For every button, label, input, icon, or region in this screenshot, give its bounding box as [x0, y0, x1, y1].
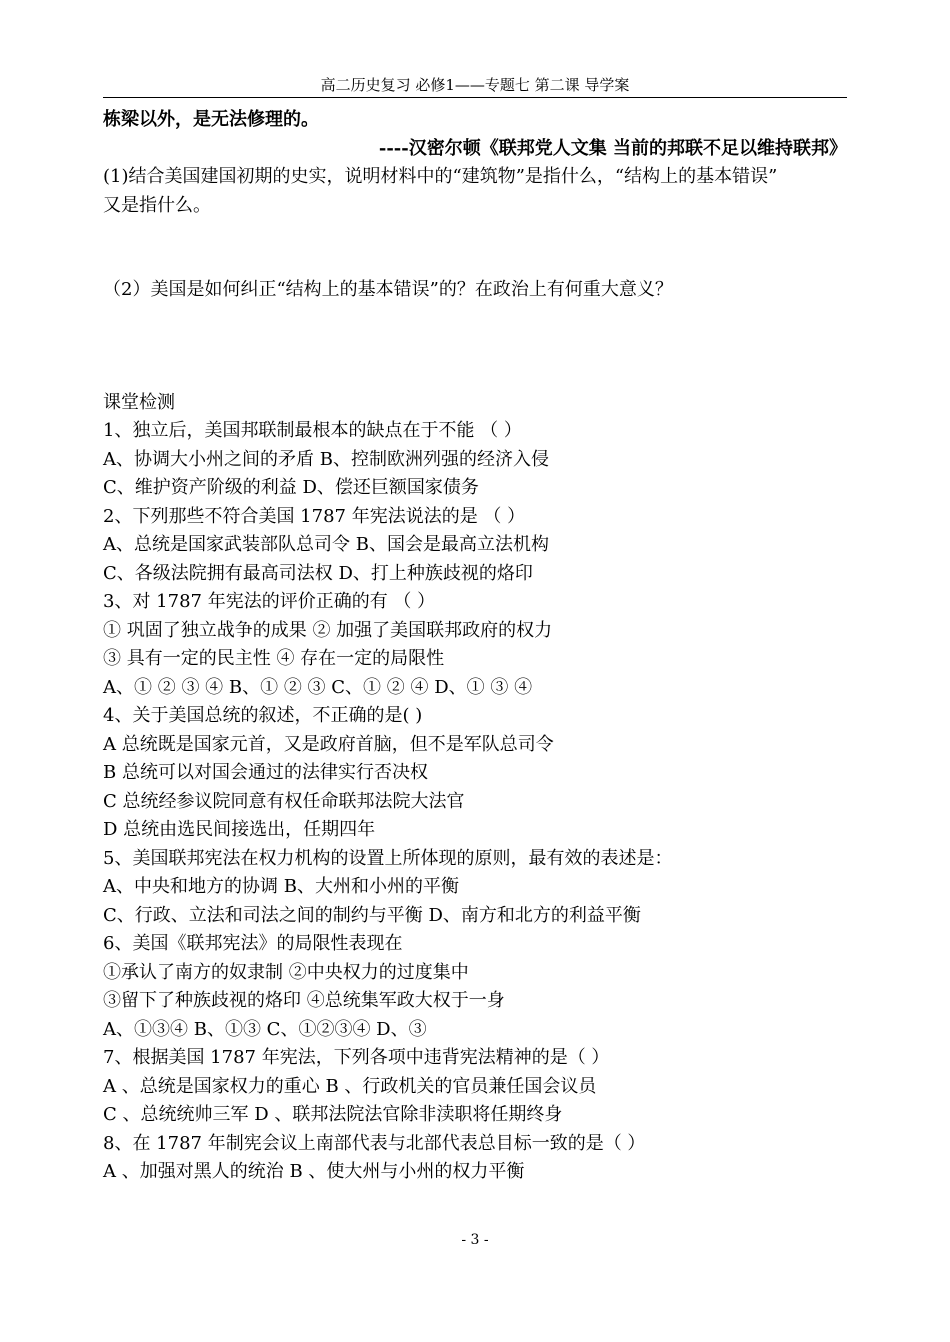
quiz-line: ① 巩固了独立战争的成果 ② 加强了美国联邦政府的权力 [103, 619, 553, 641]
quiz-line: 5、美国联邦宪法在权力机构的设置上所体现的原则，最有效的表述是： [103, 847, 673, 869]
quiz-line: ③留下了种族歧视的烙印 ④总统集军政大权于一身 [103, 990, 505, 1011]
quiz-line: 4、关于美国总统的叙述，不正确的是( ) [103, 705, 423, 726]
quiz-line: 6、美国《联邦宪法》的局限性表现在 [103, 933, 403, 954]
quiz-line: A、①③④ B、①③ C、①②③④ D、③ [103, 1018, 427, 1040]
quiz-line: A、协调大小州之间的矛盾 B、控制欧洲列强的经济入侵 [103, 448, 549, 470]
quiz-line: B 总统可以对国会通过的法律实行否决权 [103, 762, 428, 783]
header-divider [103, 97, 847, 98]
material-source: ----汉密尔顿《联邦党人文集 当前的邦联不足以维持联邦》 [378, 137, 847, 159]
quiz-line: 7、根据美国 1787 年宪法，下列各项中违背宪法精神的是（ ） [103, 1047, 610, 1068]
quiz-line: A 、加强对黑人的统治 B 、使大州与小州的权力平衡 [103, 1161, 525, 1182]
quiz-line: 8、在 1787 年制宪会议上南部代表与北部代表总目标一致的是（ ） [103, 1132, 646, 1154]
quiz-line: A、中央和地方的协调 B、大州和小州的平衡 [103, 876, 459, 897]
question-1-line-2: 又是指什么。 [103, 194, 211, 216]
document-body [103, 106, 847, 1187]
quiz-line: A 总统既是国家元首，又是政府首脑，但不是军队总司令 [103, 733, 554, 755]
material-continuation: 栋梁以外，是无法修理的。 [103, 109, 319, 130]
page-number: - 3 - [461, 1232, 489, 1248]
quiz-line: 2、下列那些不符合美国 1787 年宪法说法的是 （ ） [103, 505, 526, 527]
quiz-line: C、维护资产阶级的利益 D、偿还巨额国家债务 [103, 477, 479, 498]
quiz-line: 1、独立后，美国邦联制最根本的缺点在于不能 （ ） [103, 420, 522, 441]
quiz-title: 课堂检测 [103, 391, 175, 413]
quiz-line: A、总统是国家武装部队总司令 B、国会是最高立法机构 [103, 534, 549, 555]
answer-space-2 [103, 305, 847, 389]
question-2: （2）美国是如何纠正“结构上的基本错误”的？在政治上有何重大意义？ [103, 279, 673, 300]
quiz-line: C、各级法院拥有最高司法权 D、打上种族歧视的烙印 [103, 562, 533, 584]
quiz-line: C、行政、立法和司法之间的制约与平衡 D、南方和北方的利益平衡 [103, 904, 641, 926]
quiz-items [103, 417, 847, 1187]
quiz-line: A 、总统是国家权力的重心 B 、行政机关的官员兼任国会议员 [103, 1075, 597, 1097]
page-header: 高二历史复习 必修1——专题七 第二课 导学案 [320, 76, 630, 94]
quiz-line: C 、总统统帅三军 D 、联邦法院法官除非渎职将任期终身 [103, 1104, 563, 1125]
question-1-line-1: (1)结合美国建国初期的史实，说明材料中的“建筑物”是指什么，“结构上的基本错误” [103, 166, 778, 187]
quiz-line: ①承认了南方的奴隶制 ②中央权力的过度集中 [103, 961, 469, 983]
quiz-line: 3、对 1787 年宪法的评价正确的有 （ ） [103, 591, 436, 612]
quiz-line: C 总统经参议院同意有权任命联邦法院大法官 [103, 790, 465, 812]
quiz-line: D 总统由选民间接选出，任期四年 [103, 819, 376, 840]
answer-space-1 [103, 220, 847, 276]
quiz-line: A、① ② ③ ④ B、① ② ③ C、① ② ④ D、① ③ ④ [103, 676, 533, 698]
quiz-line: ③ 具有一定的民主性 ④ 存在一定的局限性 [103, 648, 445, 669]
